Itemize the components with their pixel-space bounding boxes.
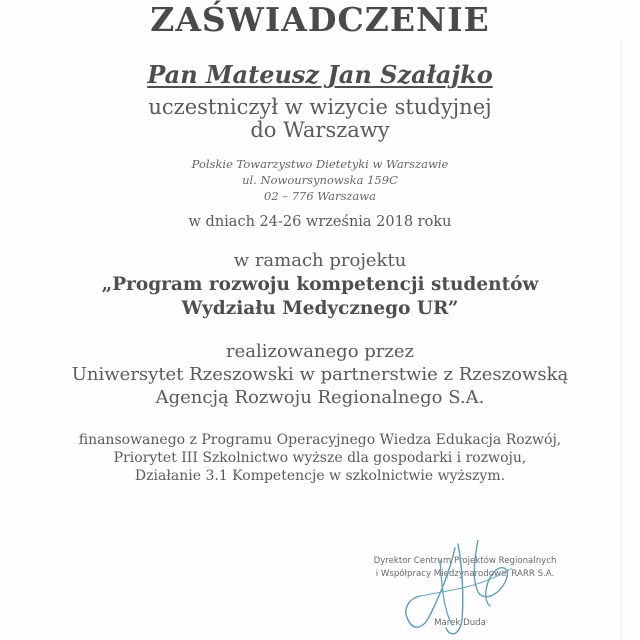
project-intro: w ramach projektu: [233, 250, 407, 271]
host-organization: Polskie Towarzystwo Dietetyki w Warszawie: [191, 157, 449, 171]
handwritten-signature-icon: [400, 540, 550, 640]
host-postal-city: 02 – 776 Warszawa: [264, 189, 376, 203]
recipient-name-text: Pan Mateusz Jan Szałajko: [147, 60, 493, 89]
realized-by-intro: realizowanego przez: [225, 341, 415, 362]
signatory-position-line-1: Dyrektor Centrum Projektów Regionalnych: [373, 556, 557, 566]
recipient-name: [0, 58, 640, 92]
realized-by-line-1: Uniwersytet Rzeszowski w partnerstwie z Rzeszowską: [71, 364, 569, 385]
project-title-line-1: „Program rozwoju kompetencji studentów: [101, 274, 539, 295]
participation-line-2: do Warszawy: [250, 118, 390, 142]
funding-line-1: finansowanego z Programu Operacyjnego Wiedza Edukacja Rozwój,: [78, 432, 562, 448]
signatory-name: Marek Duda: [434, 618, 486, 628]
host-street: ul. Nowoursynowska 159C: [242, 173, 398, 187]
project-title-line-2: Wydziału Medycznego UR”: [181, 298, 459, 319]
date-line: w dniach 24-26 września 2018 roku: [188, 214, 452, 230]
realized-by-line-2: Agencją Rozwoju Regionalnego S.A.: [155, 387, 485, 408]
funding-line-2: Priorytet III Szkolnictwo wyższe dla gospodarki i rozwoju,: [113, 450, 527, 466]
document-title: ZAŚWIADCZENIE: [150, 0, 490, 39]
signatory-position-line-2: i Współpracy Międzynarodowej RARR S.A.: [375, 569, 555, 579]
participation-line-1: uczestniczył w wizycie studyjnej: [148, 95, 492, 119]
funding-line-3: Działanie 3.1 Kompetencje w szkolnictwie wyższym.: [134, 468, 506, 484]
